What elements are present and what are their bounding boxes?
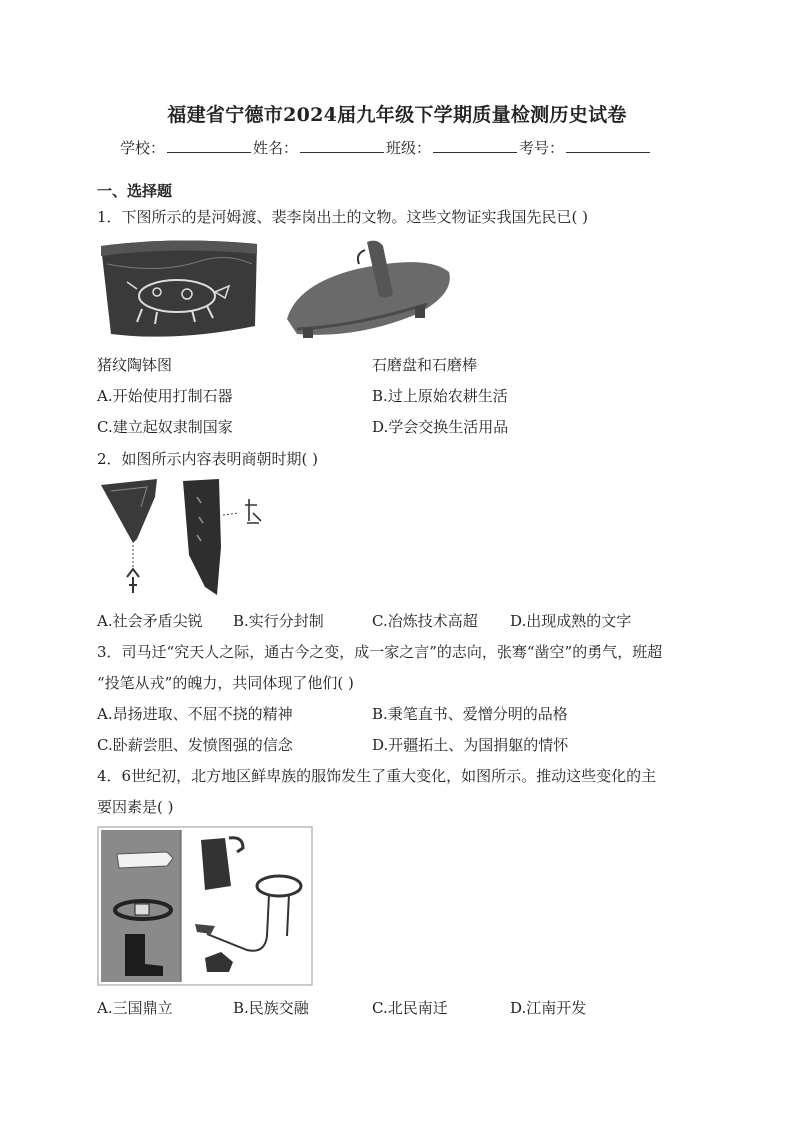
question-2-option-d[interactable]: D.出现成熟的文字 <box>510 612 632 630</box>
question-4-option-b[interactable]: B.民族交融 <box>233 999 309 1017</box>
school-label: 学校： <box>120 139 166 157</box>
question-1-option-d[interactable]: D.学会交换生活用品 <box>372 418 509 436</box>
question-2-option-c[interactable]: C.冶炼技术高超 <box>372 612 478 630</box>
number-blank <box>566 138 650 153</box>
name-blank <box>300 138 384 153</box>
question-2-stem: 2．如图所示内容表明商朝时期( ) <box>97 450 319 468</box>
question-4-option-d[interactable]: D.江南开发 <box>510 999 587 1017</box>
question-1-option-b[interactable]: B.过上原始农耕生活 <box>372 387 508 405</box>
grinding-stone-and-pestle-image <box>287 241 450 338</box>
question-2-figure <box>97 477 269 599</box>
number-label: 考号： <box>519 139 565 157</box>
question-2-option-a[interactable]: A.社会矛盾尖锐 <box>97 612 203 630</box>
section-heading: 一、选择题 <box>97 182 173 200</box>
class-label: 班级： <box>386 139 432 157</box>
question-3-stem-line-1: 3．司马迁“究天人之际，通古今之变，成一家之言”的志向，张骞“凿空”的勇气，班超 <box>97 643 663 661</box>
question-4-option-c[interactable]: C.北民南迁 <box>372 999 448 1017</box>
question-1-caption-2: 石磨盘和石磨棒 <box>372 356 478 374</box>
question-4-stem-line-2: 要因素是( ) <box>97 798 174 816</box>
question-4-option-a[interactable]: A.三国鼎立 <box>97 999 173 1017</box>
question-2-option-b[interactable]: B.实行分封制 <box>233 612 324 630</box>
school-blank <box>167 138 251 153</box>
question-4-stem-line-1: 4．6世纪初，北方地区鲜卑族的服饰发生了重大变化，如图所示。推动这些变化的主 <box>97 767 657 785</box>
question-3-option-c[interactable]: C.卧薪尝胆、发愤图强的信念 <box>97 736 293 754</box>
question-1-caption-1: 猪纹陶钵图 <box>97 356 173 374</box>
exam-title: 福建省宁德市2024届九年级下学期质量检测历史试卷 <box>167 104 627 126</box>
class-blank <box>433 138 517 153</box>
question-3-stem-line-2: “投笔从戎”的魄力，共同体现了他们( ) <box>97 674 354 692</box>
oracle-bone-fragment-image <box>101 479 157 593</box>
question-1-option-c[interactable]: C.建立起奴隶制国家 <box>97 418 233 436</box>
question-3-option-a[interactable]: A.昂扬进取、不屈不挠的精神 <box>97 705 293 723</box>
question-3-option-d[interactable]: D.开疆拓土、为国捐躯的情怀 <box>372 736 569 754</box>
sleeve-garment-icon <box>117 852 173 868</box>
student-info-line <box>120 137 652 158</box>
question-1-option-a[interactable]: A.开始使用打制石器 <box>97 387 233 405</box>
question-3-option-b[interactable]: B.秉笔直书、爱憎分明的品格 <box>372 705 568 723</box>
question-4-figure <box>97 826 313 986</box>
question-1-stem: 1．下图所示的是河姆渡、裴李岗出土的文物。这些文物证实我国先民已( ) <box>97 208 589 226</box>
question-1-figure <box>97 234 457 344</box>
inscribed-bone-image <box>183 479 261 595</box>
pig-pattern-pottery-bowl-image <box>101 240 257 336</box>
name-label: 姓名： <box>253 139 299 157</box>
